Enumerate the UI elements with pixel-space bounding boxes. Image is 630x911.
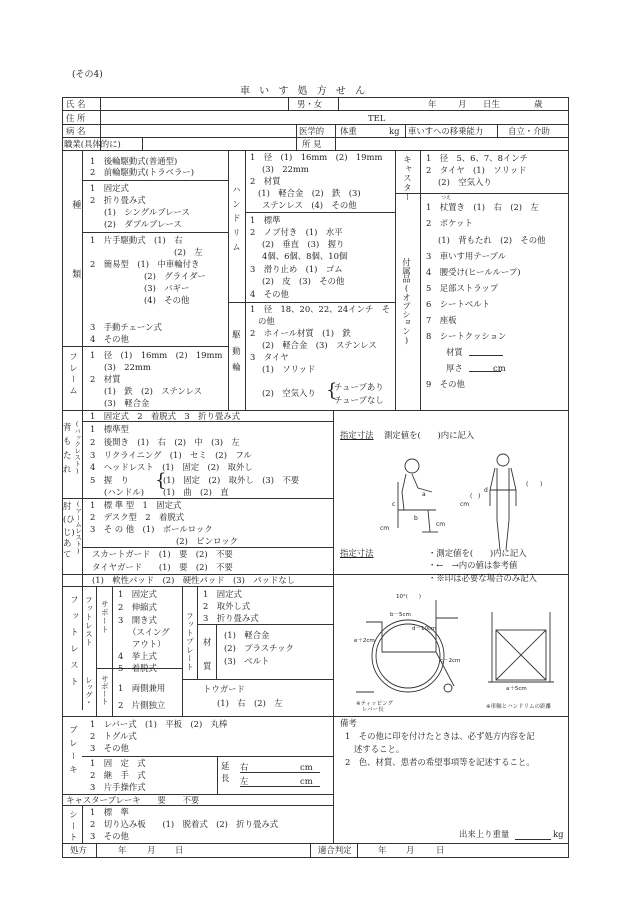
tire-guard-option[interactable]: タイヤガード (1) 要 (2) 不要 — [92, 562, 233, 572]
type-option[interactable]: 4 その他 — [90, 334, 129, 344]
finished-weight-field[interactable] — [515, 839, 551, 840]
svg-text:cm: cm — [380, 525, 390, 532]
armrest-option[interactable]: 3 そ の 他 (1) ボールロック — [90, 524, 213, 534]
handrim-option[interactable]: 3 滑り止め (1) ゴム — [250, 264, 343, 274]
handrim-option[interactable]: 2 材質 — [250, 176, 281, 186]
type-option[interactable]: 2 簡易型 (1) 中車輪付き — [90, 259, 200, 269]
form-title: 車 い す 処 方 せ ん — [240, 86, 369, 97]
name-label: 氏 名 — [66, 99, 86, 109]
frame-option[interactable]: (3) 22mm — [104, 362, 151, 372]
toe-guard-label: トウガード — [203, 684, 245, 694]
svg-text:(: ( — [526, 481, 529, 488]
handrim-option[interactable]: (3) 22mm — [262, 164, 309, 174]
brake-option[interactable]: 1 レバー式 (1) 平板 (2) 丸棒 — [90, 719, 228, 729]
leg-support-label: レッグ・ — [84, 676, 94, 706]
brake-option[interactable]: 1 固 定 式 — [90, 758, 146, 768]
remarks-line: 1 その他に印を付けたときは、必ず処方内容を記 — [345, 731, 535, 741]
footplate-material-option[interactable]: (3) ベルト — [224, 656, 270, 666]
cushion-material-label: 材質 — [446, 347, 463, 357]
seat-option[interactable]: 2 切り込み板 (1) 脱着式 (2) 折り畳み式 — [90, 819, 279, 829]
cushion-thickness-label: 厚さ — [446, 363, 463, 373]
svg-text:レバー長: レバー長 — [362, 707, 384, 713]
name-field[interactable] — [101, 98, 287, 109]
tel-label: TEL — [368, 113, 386, 123]
seat-option[interactable]: 3 その他 — [90, 831, 129, 841]
toe-guard-option[interactable]: (1) 右 (2) 左 — [217, 698, 283, 708]
frame-option[interactable]: (3) 軽合金 — [104, 398, 150, 408]
drive-wheel-option[interactable]: (2) 空気入り — [262, 388, 316, 398]
accessory-option[interactable]: 5 足部ストラップ — [426, 283, 499, 293]
backrest-option[interactable]: 3 リクライニング (1) セミ (2) フル — [90, 450, 252, 460]
fit-day: 日 — [436, 845, 445, 855]
backrest-option[interactable]: 5 握 り — [90, 475, 129, 485]
backrest-option[interactable]: 1 標準型 — [90, 424, 129, 434]
skirt-guard-option[interactable]: スカートガード (1) 要 (2) 不要 — [92, 549, 233, 559]
age-label: 歳 — [534, 99, 543, 109]
accessory-option[interactable]: (1) 背もたれ (2) その他 — [438, 235, 546, 245]
brake-extension-label: 延 長 — [221, 761, 230, 783]
drive-wheel-option[interactable]: の他 — [258, 316, 275, 326]
svg-text:a＋5cm: a＋5cm — [506, 686, 527, 692]
type-option[interactable]: 2 前輪駆動式(トラベラー) — [90, 167, 194, 177]
svg-text:cm: cm — [460, 501, 470, 508]
sex-label[interactable]: 男・女 — [297, 99, 323, 109]
svg-text:cm: cm — [436, 521, 446, 528]
birth-month-label: 月 — [458, 99, 467, 109]
handrim-option[interactable]: (2) 垂直 (3) 握り — [262, 239, 345, 249]
brake-left-unit: cm — [300, 776, 313, 786]
type-option[interactable]: (4) その他 — [144, 295, 190, 305]
finished-weight-label: 出来上り重量 — [459, 829, 510, 839]
handrim-option[interactable]: (1) 軽合金 (2) 鉄 (3) — [258, 188, 361, 198]
page-number: (その4) — [72, 70, 103, 80]
backrest-option[interactable]: 2 後開き (1) 右 (2) 中 (3) 左 — [90, 437, 240, 447]
handrim-option[interactable]: ステンレス (4) その他 — [262, 200, 357, 210]
accessory-section-label: 付属品(オプション) — [401, 258, 412, 346]
footplate-material-label: 材 質 — [203, 637, 212, 671]
svg-text:b－5cm: b－5cm — [390, 612, 411, 618]
caster-section-label: キャスター — [402, 155, 413, 202]
handrim-section-label: ハンドリム — [231, 185, 242, 257]
caster-option[interactable]: (2) 空気入り — [438, 177, 492, 187]
svg-text:※ティッピング: ※ティッピング — [356, 701, 394, 707]
frame-option[interactable]: 2 材質 — [90, 374, 121, 384]
remarks-title: 備考 — [340, 718, 357, 728]
footrest-option[interactable]: 3 開き式 — [118, 615, 157, 625]
svg-text:c－2cm: c－2cm — [440, 658, 461, 664]
drive-wheel-option[interactable]: チューブなし — [334, 395, 384, 405]
armrest-option[interactable]: 1 標 準 型 1 固定式 — [90, 500, 182, 510]
type-option[interactable]: 3 手動チェーン式 — [90, 322, 162, 332]
footrest-section-label: フットレスト — [69, 595, 80, 694]
type-section-label: 種類 — [70, 200, 81, 338]
backrest-option[interactable]: (1) 固定 (2) 取外し (3) 不要 — [163, 475, 300, 485]
brake-right-label: 右 — [240, 762, 249, 772]
accessory-option[interactable]: 4 腰受け(ヒールループ) — [426, 267, 521, 277]
footplate-option[interactable]: 2 取外し式 — [203, 601, 251, 611]
prescription-date-label: 処方 — [70, 845, 87, 855]
brake-left-label: 左 — [240, 776, 249, 786]
backrest-option[interactable]: (ハンドル) — [104, 487, 145, 497]
svg-text:e＋2cm: e＋2cm — [354, 638, 375, 644]
footrest-support-label: フットレスト — [84, 596, 94, 647]
footrest-option[interactable]: 1 固定式 — [118, 589, 157, 599]
measure-note: ・※印は必要な場合のみ記入 — [428, 573, 537, 583]
brace-glyph: { — [326, 380, 338, 401]
svg-text:※車軸とハンドリムの距離: ※車軸とハンドリムの距離 — [486, 704, 552, 710]
measure-note: ・測定値を( )内に記入 — [428, 548, 527, 558]
brake-option[interactable]: 2 トグル式 — [90, 731, 137, 741]
armrest-option[interactable]: 2 デスク型 2 着脱式 — [90, 512, 185, 522]
handrim-option[interactable]: 1 径 (1) 16mm (2) 19mm — [250, 152, 383, 162]
backrest-option[interactable]: 4 ヘッドレスト (1) 固定 (2) 取外し — [90, 462, 253, 472]
occupation-label: 職業(具体的に) — [64, 139, 121, 149]
leg-support-option[interactable]: 1 両側兼用 — [118, 683, 166, 693]
armrest-option[interactable]: (2) ピンロック — [176, 536, 238, 546]
drive-wheel-option[interactable]: (2) 軽合金 (3) ステンレス — [262, 340, 377, 350]
brake-section-label: ブレーキ — [68, 725, 79, 779]
handrim-option[interactable]: 4 その他 — [250, 289, 289, 299]
weight-label: 体重 — [340, 126, 357, 136]
accessory-option[interactable]: 8 シートクッション — [426, 331, 507, 341]
svg-text:): ) — [540, 481, 543, 488]
backrest-option[interactable]: (1) 曲 (2) 直 — [163, 487, 229, 497]
footplate-material-option[interactable]: (2) プラスチック — [224, 643, 294, 653]
footplate-option[interactable]: 3 折り畳み式 — [203, 613, 259, 623]
handrim-option[interactable]: (2) 皮 (3) その他 — [262, 276, 345, 286]
drive-wheel-option[interactable]: 3 タイヤ — [250, 352, 289, 362]
type-option[interactable]: (1) シングルブレース — [104, 207, 190, 217]
prescription-year: 年 — [118, 845, 127, 855]
footplate-option[interactable]: 1 固定式 — [203, 589, 242, 599]
cane-ruby: つえ — [441, 195, 452, 201]
medical-label: 医学的 — [299, 126, 325, 136]
transfer-ability-label: 車いすへの移乗能力 — [408, 126, 484, 136]
disease-label: 病 名 — [66, 126, 86, 136]
transfer-ability-options[interactable]: 自立・介助 — [508, 126, 550, 136]
fit-judgement-label: 適合判定 — [318, 845, 352, 855]
brake-option[interactable]: 3 片手操作式 — [90, 782, 146, 792]
svg-text:): ) — [478, 493, 481, 500]
body-measure-diagram — [340, 450, 565, 560]
prescription-month: 月 — [147, 845, 156, 855]
caster-brake-option[interactable]: キャスターブレーキ 要 不要 — [66, 795, 200, 805]
type-option[interactable]: (2) ダブルブレース — [104, 219, 182, 229]
armrest-section-label-2: あ て — [63, 538, 72, 559]
type-option[interactable]: 1 後輪駆動式(普通型) — [90, 156, 178, 166]
fit-year: 年 — [378, 845, 387, 855]
prescription-day: 日 — [175, 845, 184, 855]
type-option[interactable]: (2) 左 — [174, 247, 203, 257]
accessory-option[interactable]: 7 座板 — [426, 315, 457, 325]
frame-option[interactable]: (1) 鉄 (2) ステンレス — [104, 386, 203, 396]
armrest-section-label: 肘 (ひじ) — [63, 501, 75, 537]
footplate-material-option[interactable]: (1) 軽合金 — [224, 630, 270, 640]
measure-note: ・← →内の値は参考値 — [428, 560, 518, 570]
findings-label: 所 見 — [302, 139, 322, 149]
svg-text:10°( ): 10°( ) — [396, 594, 422, 600]
type-option[interactable]: 2 折り畳み式 — [90, 195, 146, 205]
weight-unit: kg — [389, 126, 400, 136]
pad-option[interactable]: (1) 軟性パッド (2) 硬性パッド (3) パッドなし — [92, 575, 296, 585]
caster-option[interactable]: 2 タイヤ (1) ソリッド — [426, 165, 527, 175]
type-option[interactable]: 1 固定式 — [90, 183, 129, 193]
footrest-support-label-2: サポート — [100, 600, 110, 634]
finished-weight-unit: kg — [553, 829, 564, 839]
measure-title-1: 指定寸法 — [340, 430, 374, 440]
accessory-option[interactable]: 3 車いす用テーブル — [426, 251, 506, 261]
caster-option[interactable]: 1 径 5、6、7、8インチ — [426, 153, 529, 163]
brace-glyph: { — [155, 470, 167, 491]
footrest-option[interactable]: 2 伸縮式 — [118, 602, 157, 612]
frame-section-label: フレーム — [68, 352, 79, 398]
footrest-option[interactable]: アウト） — [132, 639, 166, 649]
footrest-option[interactable]: 5 着脱式 — [118, 663, 157, 673]
svg-text:d: d — [484, 487, 488, 494]
fit-month: 月 — [406, 845, 415, 855]
svg-text:d－10cm: d－10cm — [412, 626, 437, 632]
seat-section-label: シート — [68, 810, 79, 845]
type-option[interactable]: (2) グライダー — [144, 271, 206, 281]
remarks-line: 2 色、材質、患者の希望事項等を記述すること。 — [345, 757, 535, 767]
brake-option[interactable]: 2 継 手 式 — [90, 770, 146, 780]
footrest-option[interactable]: （スイング — [128, 627, 170, 637]
wheelchair-measure-diagram — [336, 590, 566, 715]
leg-support-option[interactable]: 2 片側独立 — [118, 700, 166, 710]
armrest-sub-label: (アームレスト) — [74, 500, 83, 555]
handrim-option[interactable]: 2 ノブ付き (1) 水平 — [250, 227, 343, 237]
cushion-material-field[interactable] — [469, 355, 503, 356]
type-option[interactable]: (3) バギー — [144, 283, 190, 293]
backrest-sub-label: (バックレスト) — [73, 420, 82, 475]
svg-text:c: c — [392, 501, 396, 508]
measure-title-2: 指定寸法 — [340, 548, 374, 558]
svg-text:(: ( — [470, 493, 473, 500]
svg-text:b: b — [414, 515, 418, 522]
frame-option[interactable]: 1 径 (1) 16mm (2) 19mm — [90, 350, 223, 360]
footrest-option[interactable]: 4 挙上式 — [118, 651, 157, 661]
accessory-option[interactable]: 1 杖置き (1) 右 (2) 左 — [426, 202, 539, 212]
seat-option[interactable]: 1 標 準 — [90, 807, 129, 817]
backrest-section-label: 背 も た れ — [63, 422, 72, 474]
cushion-thickness-unit: cm — [493, 363, 506, 373]
accessory-option[interactable]: 6 シートベルト — [426, 299, 490, 309]
drive-wheel-option[interactable]: 2 ホイール材質 (1) 鉄 — [250, 328, 351, 338]
backrest-option[interactable]: 1 固定式 2 着脱式 3 折り畳み式 — [90, 411, 240, 421]
type-option[interactable]: 1 片手駆動式 (1) 右 — [90, 235, 183, 245]
remarks-line: 述すること。 — [354, 744, 405, 754]
accessory-option[interactable]: 2 ポケット — [426, 218, 473, 228]
handrim-option[interactable]: 1 標準 — [250, 215, 281, 225]
handrim-option[interactable]: 4個、6個、8個、10個 — [262, 251, 348, 261]
birth-year-label: 年 — [428, 99, 437, 109]
accessory-option[interactable]: 9 その他 — [426, 379, 465, 389]
brake-right-unit: cm — [300, 762, 313, 772]
birth-day-label: 日生 — [483, 99, 500, 109]
leg-support-label-2: サポート — [100, 675, 110, 705]
address-label: 住 所 — [66, 113, 86, 123]
drive-wheel-section-label: 駆動輪 — [231, 330, 242, 380]
footplate-label: フットプレート — [185, 612, 195, 672]
drive-wheel-option[interactable]: (1) ソリッド — [262, 364, 316, 374]
drive-wheel-option[interactable]: 1 径 18、20、22、24インチ そ — [250, 304, 391, 314]
measure-desc-1: 測定値を( )内に記入 — [384, 430, 475, 440]
brake-option[interactable]: 3 その他 — [90, 743, 129, 753]
drive-wheel-option[interactable]: チューブあり — [334, 382, 384, 392]
svg-text:a: a — [422, 491, 426, 498]
